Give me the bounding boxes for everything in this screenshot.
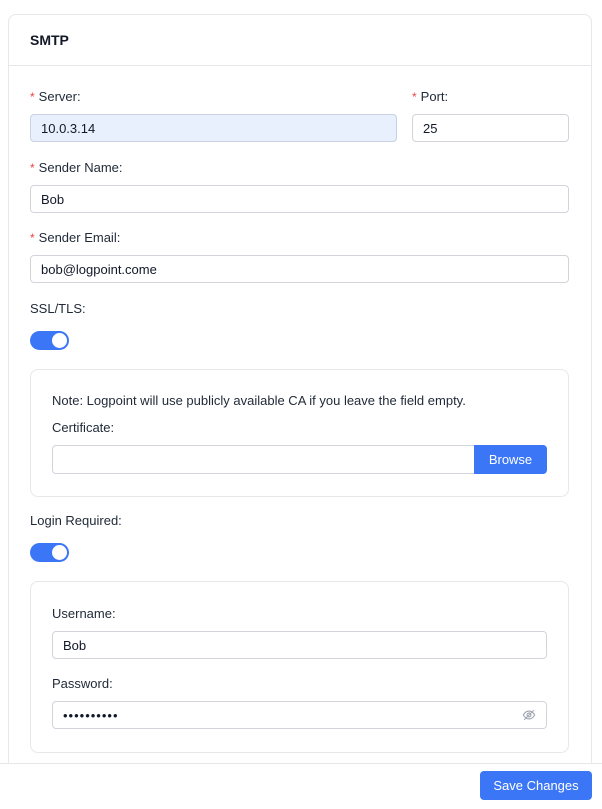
sender-name-label: Sender Name: [38, 160, 123, 175]
card-header [9, 15, 591, 66]
username-label: Username: [52, 606, 116, 621]
password-input[interactable] [52, 701, 547, 729]
required-mark: * [30, 231, 35, 245]
sender-name-value: Bob [41, 191, 65, 207]
card-title: SMTP [30, 32, 69, 48]
save-changes-button[interactable]: Save Changes [480, 771, 592, 800]
login-required-toggle[interactable] [30, 543, 69, 562]
sender-name-label-row [30, 160, 123, 175]
sender-email-label: Sender Email: [38, 230, 121, 245]
toggle-knob [52, 545, 67, 560]
required-mark: * [30, 161, 35, 175]
ssl-tls-label: SSL/TLS: [30, 301, 86, 316]
password-label: Password: [52, 676, 113, 691]
port-value: 25 [423, 120, 438, 136]
required-mark: * [30, 90, 35, 104]
required-mark: * [412, 90, 417, 104]
login-required-label: Login Required: [30, 513, 122, 528]
server-value: 10.0.3.14 [41, 120, 96, 136]
certificate-note: Note: Logpoint will use publicly available CA if you leave the field empty. [52, 393, 466, 408]
username-input[interactable] [52, 631, 547, 659]
sender-name-input[interactable] [30, 185, 569, 213]
server-input[interactable] [30, 114, 397, 142]
server-label-row [30, 89, 81, 104]
sender-email-value: bob@logpoint.come [41, 261, 157, 277]
port-input[interactable] [412, 114, 569, 142]
browse-button[interactable]: Browse [474, 445, 547, 474]
sender-email-label-row [30, 230, 120, 245]
port-label-row [412, 89, 448, 104]
eye-slash-icon[interactable] [522, 708, 536, 722]
footer-bar [0, 763, 602, 809]
toggle-knob [52, 333, 67, 348]
certificate-input[interactable] [52, 445, 476, 474]
port-label: Port: [420, 89, 449, 104]
password-value: •••••••••• [63, 707, 119, 723]
certificate-label: Certificate: [52, 420, 115, 435]
ssl-tls-toggle[interactable] [30, 331, 69, 350]
username-value: Bob [63, 637, 87, 653]
sender-email-input[interactable] [30, 255, 569, 283]
server-label: Server: [38, 89, 81, 104]
